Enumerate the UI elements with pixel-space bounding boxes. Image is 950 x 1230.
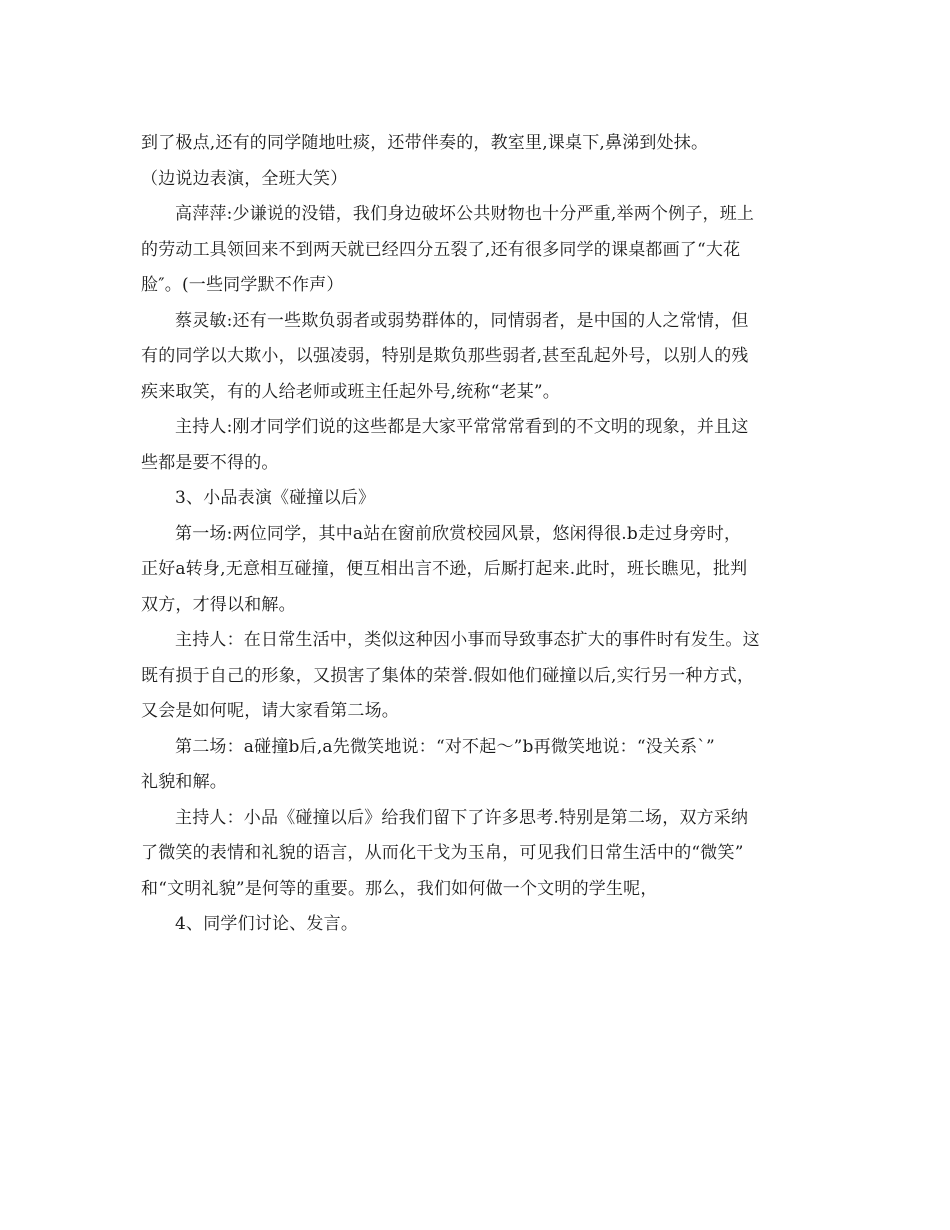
- text-line: 了微笑的表情和礼貌的语言，从而化干戈为玉帛，可见我们日常生活中的“微笑”: [141, 843, 744, 863]
- text-line: 高萍萍:少谦说的没错，我们身边破坏公共财物也十分严重,举两个例子，班上: [175, 204, 755, 224]
- section-heading-discussion: [141, 907, 811, 943]
- text-line: 到了极点,还有的同学随地吐痰，还带伴奏的，教室里,课桌下,鼻涕到处抹。: [141, 133, 709, 153]
- text-line: 有的同学以大欺小，以强凌弱，特别是欺负那些弱者,甚至乱起外号，以别人的残: [141, 346, 749, 366]
- text-line: 4、同学们讨论、发言。: [175, 914, 359, 934]
- document-body: [141, 126, 811, 943]
- text-line: 既有损于自己的形象，又损害了集体的荣誉.假如他们碰撞以后,实行另一种方式，: [141, 665, 755, 686]
- text-line: 主持人：小品《碰撞以后》给我们留下了许多思考.特别是第二场，双方采纳: [175, 807, 749, 828]
- text-line: 主持人:刚才同学们说的这些都是大家平常常常看到的不文明的现象，并且这: [175, 417, 749, 437]
- paragraph-gao-pingping: [141, 197, 811, 304]
- text-line: 正好a转身,无意相互碰撞，便互相出言不逊，后厮打起来.此时，班长瞧见，批判: [141, 559, 748, 579]
- paragraph-cai-lingmin: [141, 304, 811, 411]
- paragraph-host-comment-1: [141, 410, 811, 481]
- text-line: 疾来取笑，有的人给老师或班主任起外号,统称“老某”。: [141, 381, 560, 402]
- text-line: 脸″。(一些同学默不作声）: [141, 275, 344, 295]
- text-line: 又会是如何呢，请大家看第二场。: [141, 701, 399, 721]
- paragraph-scene-two: [141, 730, 811, 801]
- paragraph-host-comment-3: [141, 801, 811, 908]
- text-line: 双方，才得以和解。: [141, 594, 296, 615]
- text-line: 礼貌和解。: [141, 772, 227, 792]
- section-heading-skit: [141, 481, 811, 517]
- paragraph-continuation: [141, 126, 811, 197]
- text-line: （边说边表演，全班大笑）: [141, 168, 348, 189]
- text-line: 第二场：a碰撞b后,a先微笑地说：“对不起～”b再微笑地说：“没关系`”: [175, 736, 715, 757]
- paragraph-host-comment-2: [141, 623, 811, 730]
- text-line: 的劳动工具领回来不到两天就已经四分五裂了,还有很多同学的课桌都画了“大花: [141, 239, 741, 260]
- text-line: 些都是要不得的。: [141, 452, 279, 473]
- text-line: 和“文明礼貌”是何等的重要。那么，我们如何做一个文明的学生呢，: [141, 878, 658, 899]
- paragraph-scene-one: [141, 517, 811, 624]
- text-line: 3、小品表演《碰撞以后》: [175, 488, 376, 508]
- text-line: 蔡灵敏:还有一些欺负弱者或弱势群体的，同情弱者，是中国的人之常情，但: [175, 310, 749, 331]
- text-line: 主持人：在日常生活中，类似这种因小事而导致事态扩大的事件时有发生。这: [175, 630, 760, 650]
- text-line: 第一场:两位同学，其中a站在窗前欣赏校园风景，悠闲得很.b走过身旁时，: [175, 523, 742, 544]
